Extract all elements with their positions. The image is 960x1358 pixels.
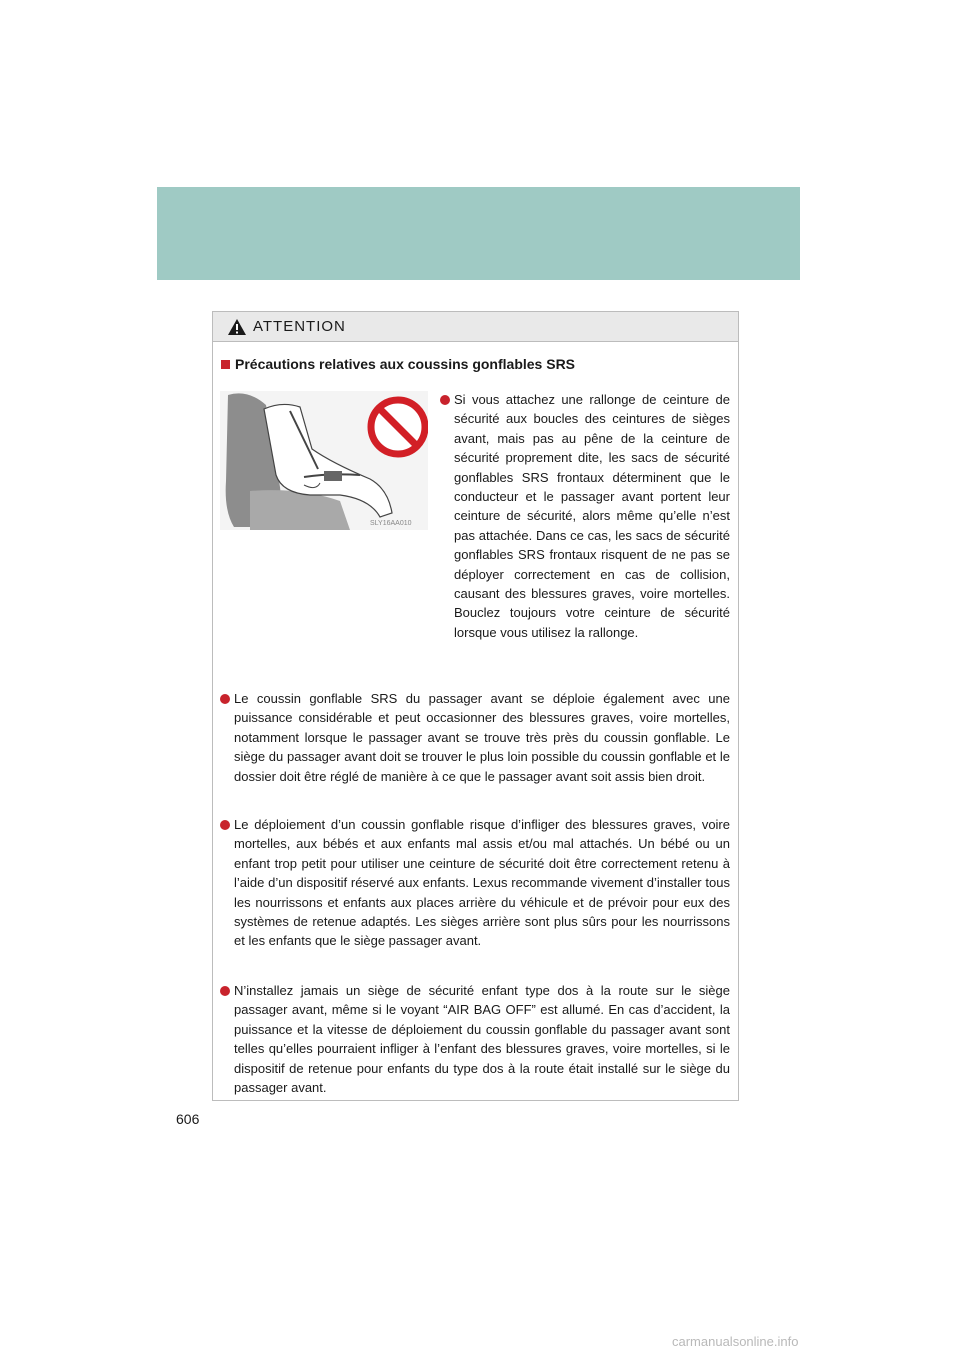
attention-title: ATTENTION [253, 318, 346, 335]
list-item-text: Si vous attachez une rallonge de ceinture de sécurité aux boucles des ceintures de sièges avant, mais pas au pêne de la ceinture de sécurité proprement dite, les sacs de sécurité gonflables SRS frontaux déterminent que le conducteur et le passager avant portent leur ceinture de sécurité, alors même qu’elle n’est pas attachée. Dans ce cas, les sacs de sécurité gonflables SRS frontaux risquent de ne pas se déployer correctement en cas de collision, causant des blessures graves, voire mortelles. Bouclez toujours votre ceinture de sécurité lorsque vous utilisez la rallonge. [454, 392, 730, 640]
watermark: carmanualsonline.info [672, 1334, 799, 1349]
square-bullet-icon [221, 360, 230, 369]
warning-triangle-icon [227, 318, 247, 336]
bullet-dot-icon [440, 395, 450, 405]
image-code: SLY16AA010 [370, 520, 412, 527]
bullet-dot-icon [220, 694, 230, 704]
list-item [220, 981, 730, 1097]
section-heading-text: Précautions relatives aux coussins gonflables SRS [235, 356, 576, 372]
bullet-dot-icon [220, 820, 230, 830]
list-item [220, 815, 730, 951]
list-item-text: Le déploiement d’un coussin gonflable risque d’infliger des blessures graves, voire mortelles, aux bébés et aux enfants mal assis et/ou mal attachés. Un bébé ou un enfant trop petit pour utiliser une ceinture de sécurité doit être correctement retenu à l’aide d’un dispositif réservé aux enfants. Lexus recommande vivement d’installer tous les nourrissons et enfants aux places arrière du véhicule et de prévoir pour eux des systèmes de retenue adaptés. Les sièges arrière sont plus sûrs pour les nourrissons et les enfants que le siège passager avant. [234, 817, 730, 949]
list-item [440, 390, 730, 642]
list-item-text: Le coussin gonflable SRS du passager avant se déploie également avec une puissance considérable et peut occasionner des blessures graves, voire mortelles, notamment lorsque le passager avant se trouve très près du coussin gonflable. Le siège du passager avant doit se trouver le plus loin possible du coussin gonflable et le dossier doit être réglé de manière à ce que le passager avant soit assis bien droit. [234, 691, 730, 784]
list-item-text: N’installez jamais un siège de sécurité enfant type dos à la route sur le siège passager avant, même si le voyant “AIR BAG OFF” est allumé. En cas d’accident, la puissance et la vitesse de déploiement du coussin gonflable du passager avant sont telles qu’elles pourraient infliger à l’enfant des blessures graves, voire mortelles, si le dispositif de retenue pour enfants du type dos à la route était installé sur le siège du passager avant. [234, 983, 730, 1096]
bullet-dot-icon [220, 986, 230, 996]
seat-belt-illustration [220, 391, 428, 530]
attention-box [212, 311, 739, 1101]
list-item [220, 689, 730, 786]
page-number: 606 [176, 1111, 200, 1127]
section-heading [221, 356, 575, 372]
header-band [157, 187, 800, 280]
attention-header [213, 312, 738, 342]
